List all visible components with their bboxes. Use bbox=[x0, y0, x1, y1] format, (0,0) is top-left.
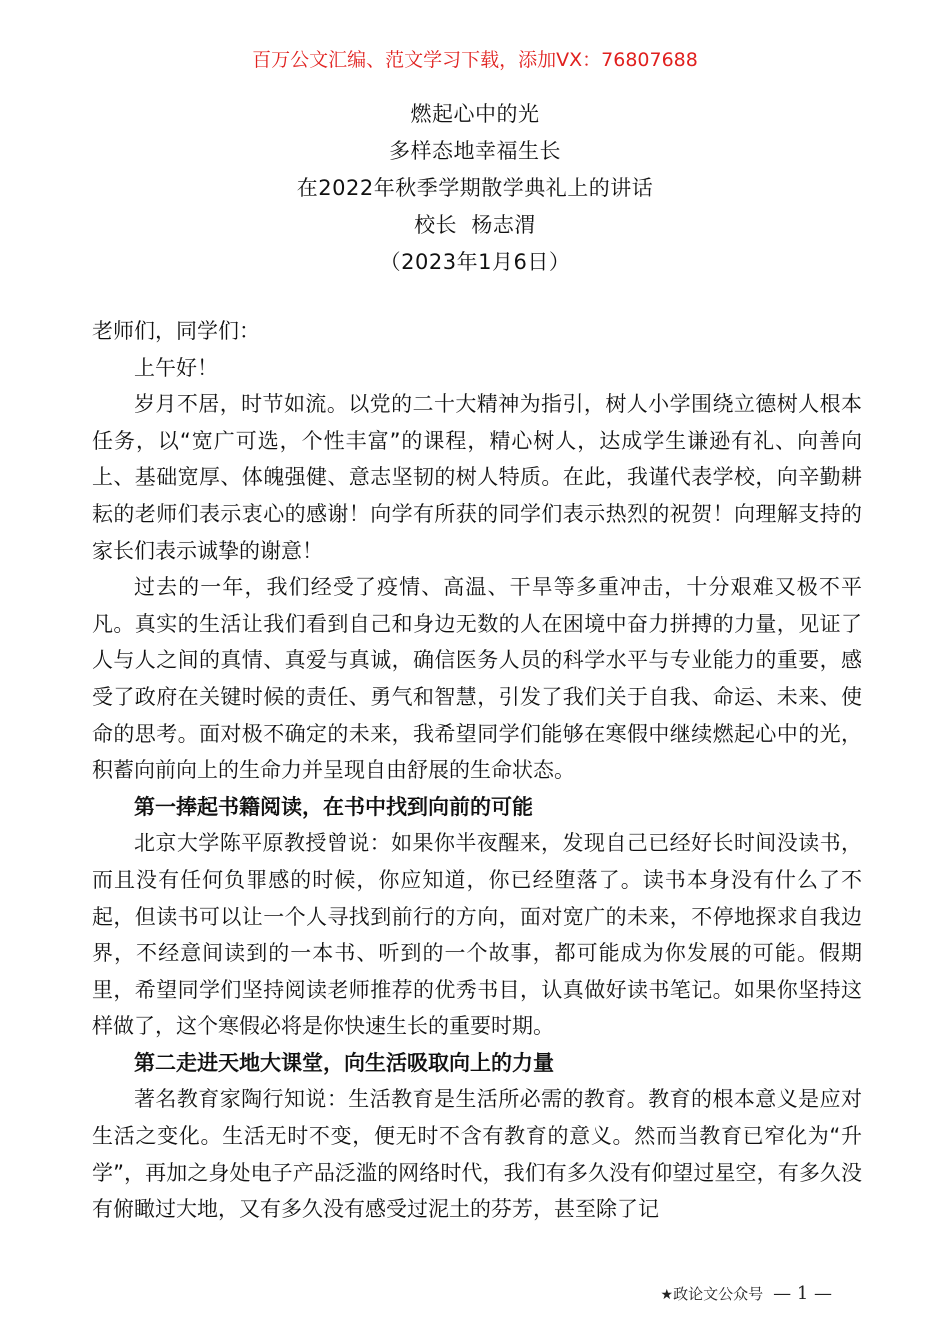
title-occasion: 在2022年秋季学期散学典礼上的讲话 bbox=[296, 176, 654, 200]
title-block bbox=[0, 96, 950, 281]
paragraph-4: 著名教育家陶行知说：生活教育是生活所必需的教育。教育的根本意义是应对生活之变化。生活无时不变，便无时不含有教育的意义。然而当教育已窄化为“升学”，再加之身处电子产品泛滥的网络时代，我们有多久没有仰望过星空，有多久没有俯瞰过大地，又有多久没有感受过泥土的芬芳，甚至除了记 bbox=[92, 1087, 862, 1222]
paragraph-2: 过去的一年，我们经受了疫情、高温、干旱等多重冲击，十分艰难又极不平凡。真实的生活让我们看到自己和身边无数的人在困境中奋力拼搏的力量，见证了人与人之间的真情、真爱与真诚，确信医务人员的科学水平与专业能力的重要，感受了政府在关键时候的责任、勇气和智慧，引发了我们关于自我、命运、未来、使命的思考。面对极不确定的未来，我希望同学们能够在寒假中继续燃起心中的光，积蓄向前向上的生命力并呈现自由舒展的生命状态。 bbox=[92, 575, 862, 783]
salutation: 老师们，同学们： bbox=[92, 319, 260, 343]
page-number: — 1 — bbox=[773, 1283, 832, 1304]
paragraph-1: 岁月不居，时节如流。以党的二十大精神为指引，树人小学围绕立德树人根本任务，以“宽广可选，个性丰富”的课程，精心树人，达成学生谦逊有礼、向善向上、基础宽厚、体魄强健、意志坚韧的树人特质。在此，我谨代表学校，向辛勤耕耘的老师们表示衷心的感谢！向学有所获的同学们表示热烈的祝贺！向理解支持的家长们表示诚挚的谢意！ bbox=[92, 392, 862, 563]
title-date: （2023年1月6日） bbox=[379, 250, 571, 274]
speech-body bbox=[92, 313, 862, 1228]
page-footer bbox=[661, 1282, 832, 1307]
title-subtitle: 多样态地幸福生长 bbox=[389, 139, 561, 163]
greeting: 上午好！ bbox=[134, 355, 218, 380]
title-main: 燃起心中的光 bbox=[410, 102, 540, 126]
section-heading-2: 第二走进天地大课堂，向生活吸取向上的力量 bbox=[134, 1050, 554, 1075]
watermark-banner: 百万公文汇编、范文学习下载，添加VX：76807688 bbox=[252, 49, 698, 71]
title-speaker: 校长 杨志渭 bbox=[414, 213, 536, 237]
section-heading-1: 第一捧起书籍阅读，在书中找到向前的可能 bbox=[134, 794, 533, 819]
footer-source: 政论文公众号 bbox=[673, 1285, 764, 1303]
paragraph-3: 北京大学陈平原教授曾说：如果你半夜醒来，发现自己已经好长时间没读书，而且没有任何负罪感的时候，你应知道，你已经堕落了。读书本身没有什么了不起，但读书可以让一个人寻找到前行的方向，面对宽广的未来，不停地探求自我边界，不经意间读到的一本书、听到的一个故事，都可能成为你发展的可能。假期里，希望同学们坚持阅读老师推荐的优秀书目，认真做好读书笔记。如果你坚持这样做了，这个寒假必将是你快速生长的重要时期。 bbox=[92, 831, 862, 1039]
star-icon: ★ bbox=[660, 1287, 674, 1303]
